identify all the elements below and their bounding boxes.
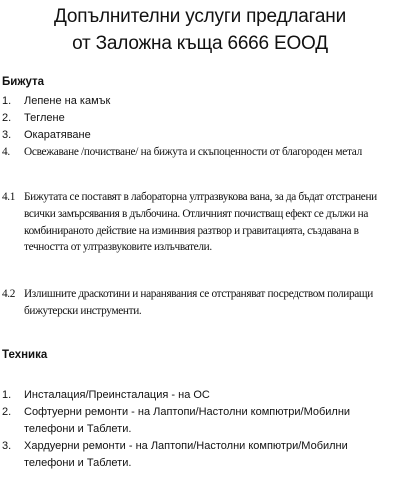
- list-item: [2, 93, 394, 110]
- item-number: 4.2: [2, 288, 16, 300]
- list-item: [2, 144, 382, 161]
- item-number: 1.: [2, 389, 12, 401]
- section-heading-jewelry: Бижута: [2, 76, 45, 88]
- item-text: Бижутата се поставят в лабораторна ултразвукова вана, за да бъдат отстранени всички замърсявания в дълбочина. Отличният почистващ ефект се дължи на комбинираното действие на изминвия разтвор и гравитацията, създавана в течността от ултразвуковите излъчватели.: [24, 191, 377, 254]
- list-item: [2, 404, 394, 437]
- item-text: Хардуерни ремонти - на Лаптопи/Настолни компютри/Мобилни телефони и Таблети.: [24, 440, 348, 469]
- list-item: [2, 110, 394, 127]
- item-number: 2.: [2, 406, 12, 418]
- item-text: Инсталация/Преинсталация - на ОС: [24, 389, 210, 401]
- item-number: 4.: [2, 146, 10, 158]
- list-item: [2, 127, 394, 144]
- item-text: Излишните драскотини и наранявания се отстраняват посредством полиращи бижутерски инструменти.: [24, 288, 373, 317]
- item-number: 3.: [2, 440, 12, 452]
- item-number: 4.1: [2, 191, 16, 203]
- list-item: [2, 438, 394, 471]
- page-title-line-1: Допълнителни услуги предлагани: [53, 6, 347, 27]
- item-number: 3.: [2, 129, 12, 141]
- item-text: Окаратяване: [24, 129, 91, 141]
- list-item: [2, 387, 394, 404]
- section-heading-tech: Техника: [2, 349, 48, 361]
- item-text: Софтуерни ремонти - на Лаптопи/Настолни компютри/Мобилни телефони и Таблети.: [24, 406, 351, 435]
- sub-item-paragraph: [2, 286, 390, 320]
- item-number: 1.: [2, 95, 12, 107]
- item-text: Теглене: [24, 112, 65, 124]
- sub-item-paragraph: [2, 189, 390, 256]
- item-text: Лепене на камък: [24, 95, 111, 107]
- page-title-line-2: от Заложна къща 6666 ЕООД: [72, 33, 328, 54]
- item-text: Освежаване /почистване/ на бижута и скъпоценности от благороден метал: [24, 146, 362, 158]
- item-number: 2.: [2, 112, 12, 124]
